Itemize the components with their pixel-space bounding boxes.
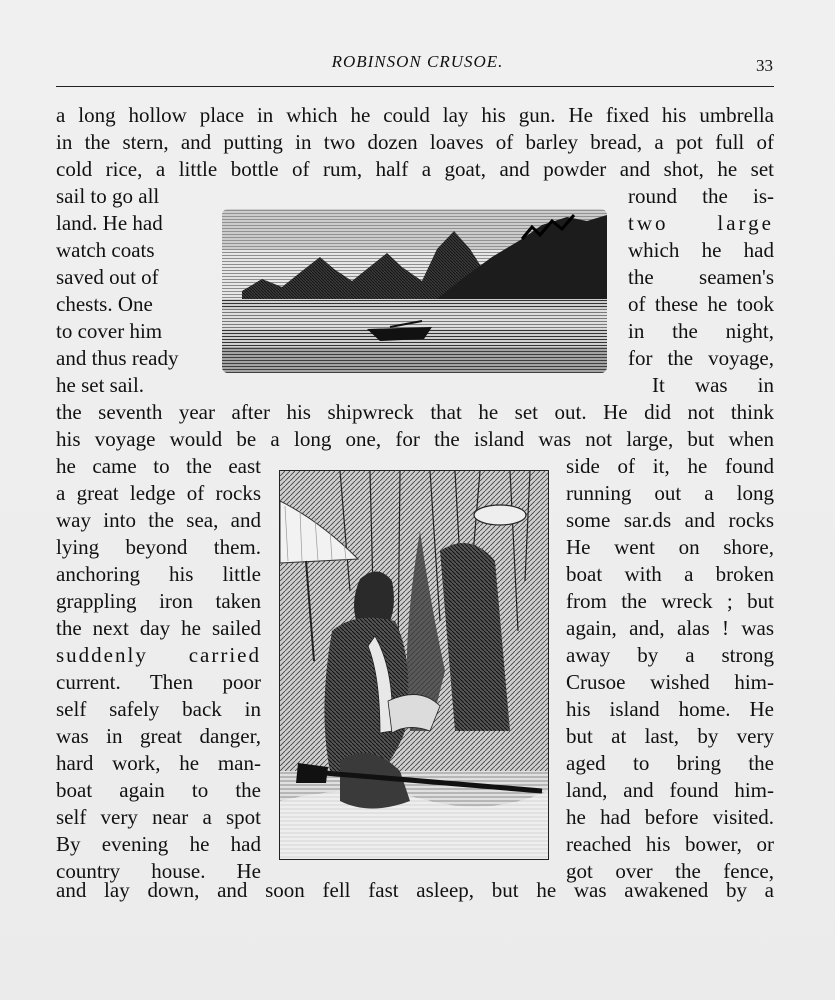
text-line: away by a strong [566, 643, 774, 667]
text-line: watch coats [56, 238, 155, 262]
text-line: for the voyage, [628, 346, 774, 370]
text-line: land. He had [56, 211, 163, 235]
text-line: way into the sea, and [56, 508, 261, 532]
text-line: current. Then poor [56, 670, 261, 694]
text-line: which he had [628, 238, 774, 262]
running-header-title: ROBINSON CRUSOE. [331, 52, 504, 71]
text-line: he set sail. [56, 373, 145, 397]
text-line: was in great danger, [56, 724, 261, 748]
text-line: of these he took [628, 292, 774, 316]
text-line: By evening he had [56, 832, 261, 856]
text-line: anchoring his little [56, 562, 261, 586]
text-line: two large [628, 211, 774, 235]
text-line: he came to the east [56, 454, 261, 478]
header-rule [56, 86, 774, 87]
text-line: running out a long [566, 481, 774, 505]
text-line: self very near a spot [56, 805, 261, 829]
text-line: his voyage would be a long one, for the island was not large, but when [56, 427, 774, 451]
text-line: a great ledge of rocks [56, 481, 261, 505]
text-line: sail to go all [56, 184, 160, 208]
text-line: land, and found him- [566, 778, 774, 802]
text-line: the next day he sailed [56, 616, 261, 640]
text-line: grappling iron taken [56, 589, 261, 613]
text-line: boat with a broken [566, 562, 774, 586]
text-line: from the wreck ; but [566, 589, 774, 613]
text-line: cold rice, a little bottle of rum, half a goat, and powder and shot, he set [56, 157, 774, 181]
text-line: some sar.ds and rocks [566, 508, 774, 532]
text-line: but at last, by very [566, 724, 774, 748]
text-line: aged to bring the [566, 751, 774, 775]
text-line: a long hollow place in which he could lay his gun. He fixed his umbrella [56, 103, 774, 127]
text-line: in the stern, and putting in two dozen loaves of barley bread, a pot full of [56, 130, 774, 154]
text-line: He went on shore, [566, 535, 774, 559]
text-line: in the night, [628, 319, 774, 343]
text-line: reached his bower, or [566, 832, 774, 856]
seascape-illustration [222, 209, 607, 373]
text-line: to cover him [56, 319, 163, 343]
text-line: hard work, he man- [56, 751, 261, 775]
text-line: saved out of [56, 265, 159, 289]
text-line: self safely back in [56, 697, 261, 721]
text-line: he had before visited. [566, 805, 774, 829]
text-line: chests. One [56, 292, 153, 316]
text-line: country house. He [56, 859, 261, 883]
text-line: and thus ready [56, 346, 179, 370]
text-line: round the is- [628, 184, 774, 208]
text-line: Crusoe wished him- [566, 670, 774, 694]
text-line: got over the fence, [566, 859, 774, 883]
text-line: the seventh year after his shipwreck that he set out. He did not think [56, 400, 774, 424]
text-line: It was in [652, 373, 774, 397]
crusoe-illustration [279, 470, 549, 860]
text-line: and lay down, and soon fell fast asleep, but he was awakened by a [56, 878, 774, 902]
text-line: the seamen's [628, 265, 774, 289]
text-line: his island home. He [566, 697, 774, 721]
text-line: suddenly carried [56, 643, 261, 667]
text-line: boat again to the [56, 778, 261, 802]
text-line: again, and, alas ! was [566, 616, 774, 640]
page-number: 33 [756, 56, 773, 75]
text-line: lying beyond them. [56, 535, 261, 559]
text-line: side of it, he found [566, 454, 774, 478]
